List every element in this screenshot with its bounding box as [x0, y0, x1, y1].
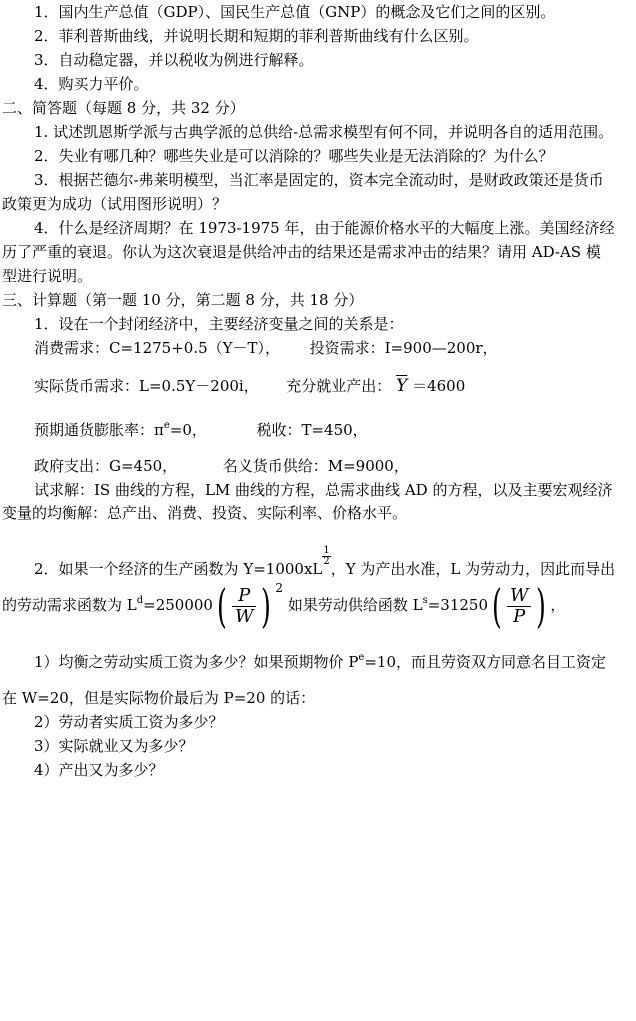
- exponent-fraction: [322, 546, 330, 567]
- question-text: 1. 试述凯恩斯学派与古典学派的总供给-总需求模型有何不同，并说明各自的适用范围。: [34, 123, 614, 141]
- fraction-w-over-p: [507, 586, 532, 627]
- list-item: 2．菲利普斯曲线，并说明长期和短期的菲利普斯曲线有什么区别。: [34, 27, 479, 45]
- question-text: 型进行说明。: [2, 267, 93, 285]
- question-text: 2．失业有哪几种？哪些失业是可以消除的？哪些失业是无法消除的？为什么？: [34, 147, 554, 165]
- left-paren: (: [492, 579, 502, 633]
- numerator: P: [232, 586, 257, 607]
- equation-line: [34, 376, 465, 396]
- right-paren: ): [261, 579, 272, 633]
- tax-equation: 税收：T=450，: [256, 421, 368, 439]
- list-item: 1．国内生产总值（GDP）、国民生产总值（GNP）的概念及它们之间的区别。: [34, 3, 556, 21]
- full-employment-value: ＝4600: [412, 377, 466, 395]
- square-exponent: 2: [275, 581, 284, 595]
- labor-supply-label: 如果劳动供给函数 L: [287, 596, 423, 614]
- sub-question-text: 1）均衡之劳动实质工资为多少？如果预期物价 P: [34, 653, 359, 671]
- money-supply-equation: 名义货币供给：M=9000，: [222, 457, 409, 475]
- section-heading: 三、计算题（第一题 10 分，第二题 8 分，共 18 分）: [2, 291, 364, 309]
- labor-supply-coefficient: =31250: [427, 596, 488, 614]
- production-function-text-2: ，Y 为产出水准，L 为劳动力，因此而导出: [330, 560, 616, 578]
- denominator: W: [234, 605, 254, 627]
- superscript: d: [136, 595, 144, 606]
- fraction-p-over-w: [232, 586, 257, 627]
- labor-demand-coefficient: =250000: [143, 596, 213, 614]
- question-text: 政策更为成功（试用图形说明）？: [2, 195, 228, 213]
- sub-question: 4）产出又为多少？: [34, 761, 164, 779]
- equation-line: [34, 420, 368, 440]
- question-text: 1．设在一个封闭经济中，主要经济变量之间的关系是：: [34, 315, 404, 333]
- list-item: 3．自动稳定器，并以税收为例进行解释。: [34, 51, 314, 69]
- question-text: 变量的均衡解：总产出、消费、投资、实际利率、价格水平。: [2, 504, 408, 522]
- question-text: 4．什么是经济周期？在 1973-1975 年，由于能源价格水平的大幅度上涨。美国经济经: [34, 219, 615, 237]
- equation-line: [34, 456, 409, 476]
- superscript: s: [422, 595, 428, 606]
- production-function-text: 2．如果一个经济的生产函数为 Y=1000xL: [34, 560, 323, 578]
- consumption-equation: 消费需求：C=1275+0.5（Y－T），: [34, 339, 281, 357]
- labor-demand-label: 的劳动需求函数为 L: [2, 596, 137, 614]
- superscript: e: [163, 420, 170, 431]
- inflation-label: 预期通货膨胀率：π: [34, 421, 164, 439]
- section-heading: 二、简答题（每题 8 分，共 32 分）: [2, 99, 245, 117]
- labor-functions-line: [2, 580, 565, 632]
- sub-question: 3）实际就业又为多少？: [34, 737, 194, 755]
- investment-equation: 投资需求：I=900—200r，: [309, 339, 498, 357]
- sub-question: 2）劳动者实质工资为多少？: [34, 713, 224, 731]
- equation-line: [34, 338, 498, 358]
- gov-spending-equation: 政府支出：G=450，: [34, 457, 178, 475]
- list-item: 4．购买力平价。: [34, 75, 149, 93]
- superscript: e: [358, 652, 365, 663]
- y-bar-symbol: $\overline{Y}$: [396, 376, 408, 396]
- full-employment-label: 充分就业产出：: [286, 377, 392, 395]
- sub-question: 在 W=20，但是实际物价最后为 P=20 的话：: [2, 689, 316, 707]
- punctuation: ，: [550, 596, 566, 614]
- exponent-numerator: 1: [323, 545, 330, 556]
- sub-question: [34, 652, 606, 672]
- exponent-denominator: 2: [323, 556, 330, 567]
- question-text: 试求解：IS 曲线的方程，LM 曲线的方程，总需求曲线 AD 的方程，以及主要宏观经济: [34, 481, 613, 499]
- numerator: W: [507, 586, 532, 607]
- sub-question-text-2: =10，而且劳资双方同意名目工资定: [364, 653, 607, 671]
- question-text: 历了严重的衰退。你认为这次衰退是供给冲击的结果还是需求冲击的结果？请用 AD-AS 模: [2, 243, 601, 261]
- denominator: P: [513, 605, 526, 627]
- inflation-value: =0，: [169, 421, 207, 439]
- money-demand-equation: 实际货币需求：L=0.5Y－200i，: [34, 377, 259, 395]
- question-text: [34, 546, 615, 579]
- right-paren: ): [536, 579, 547, 633]
- question-text: 3．根据芒德尔-弗莱明模型，当汇率是固定的，资本完全流动时，是财政政策还是货币: [34, 171, 604, 189]
- left-paren: (: [217, 579, 227, 633]
